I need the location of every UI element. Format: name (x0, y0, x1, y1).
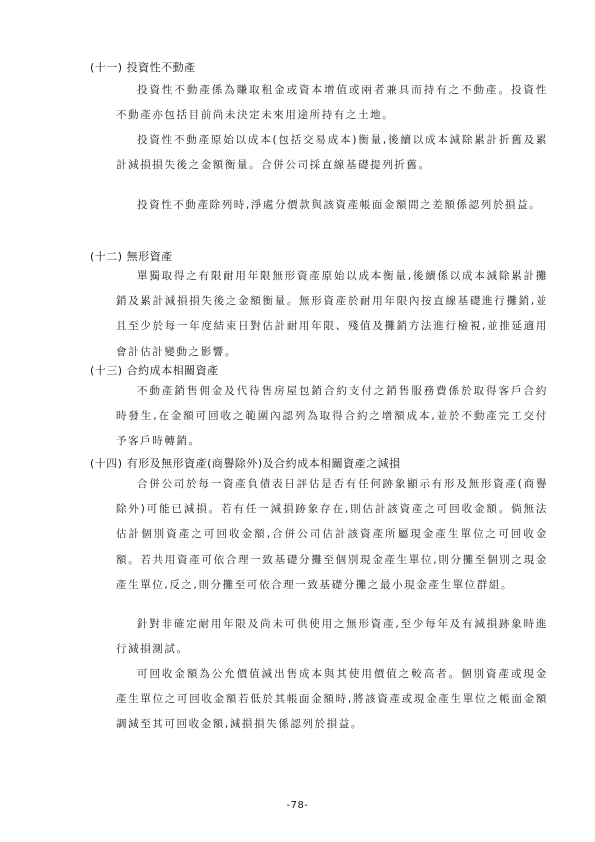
section-11-paragraph-3: 投資性不動產除列時,淨處分價款與該資產帳面金額間之差額係認列於損益。 (137, 199, 542, 211)
section-14-paragraph-2: 針對非確定耐用年限及尚未可供使用之無形資產,至少每年及有減損跡象時進行減損測試。 (116, 618, 548, 656)
section-11-paragraph-2: 投資性不動產原始以成本(包括交易成本)衡量,後續以成本減除累計折舊及累計減損損失後之金額衡量。合併公司採直線基礎提列折舊。 (116, 134, 548, 172)
section-14-paragraph-1: 合併公司於每一資產負債表日評估是否有任何跡象顯示有形及無形資產(商譽除外)可能已減損。若有任一減損跡象存在,則估計該資產之可回收金額。倘無法估計個別資產之可回收金額,合併公司估計該資產所屬現金產生單位之可回收金額。若共用資產可依合理一致基礎分攤至個別現金產生單位,則分攤至個別之現金產生單位,反之,則分攤至可依合理一致基礎分攤之最小現金產生單位群組。 (116, 478, 548, 591)
section-12-paragraph-1: 單獨取得之有限耐用年限無形資產原始以成本衡量,後續係以成本減除累計攤銷及累計減損損失後之金額衡量。無形資產於耐用年限內按直線基礎進行攤銷,並且至少於每一年度結束日對估計耐用年限、殘值及攤銷方法進行檢視,並推延適用會計估計變動之影響。 (116, 270, 548, 358)
section-13-paragraph-1: 不動產銷售佣金及代待售房屋包銷合約支付之銷售服務費係於取得客戶合約時發生,在金額可回收之範圍內認列為取得合約之增額成本,並於不動產完工交付予客戶時轉銷。 (116, 385, 548, 448)
section-heading-13: (十三) 合約成本相關資產 (90, 364, 219, 377)
section-14-paragraph-3: 可回收金額為公允價值減出售成本與其使用價值之較高者。個別資產或現金產生單位之可回收金額若低於其帳面金額時,將該資產或現金產生單位之帳面金額調減至其可回收金額,減損損失係認列於損益。 (116, 668, 548, 731)
section-heading-12: (十二) 無形資產 (90, 250, 173, 263)
page-number: -78- (286, 800, 309, 811)
section-11-paragraph-1: 投資性不動產係為賺取租金或資本增值或兩者兼具而持有之不動產。投資性不動產亦包括目前尚未決定未來用途所持有之土地。 (116, 84, 548, 122)
section-heading-14: (十四) 有形及無形資產(商譽除外)及合約成本相關資產之減損 (90, 457, 401, 470)
section-heading-11: (十一) 投資性不動產 (90, 61, 196, 74)
